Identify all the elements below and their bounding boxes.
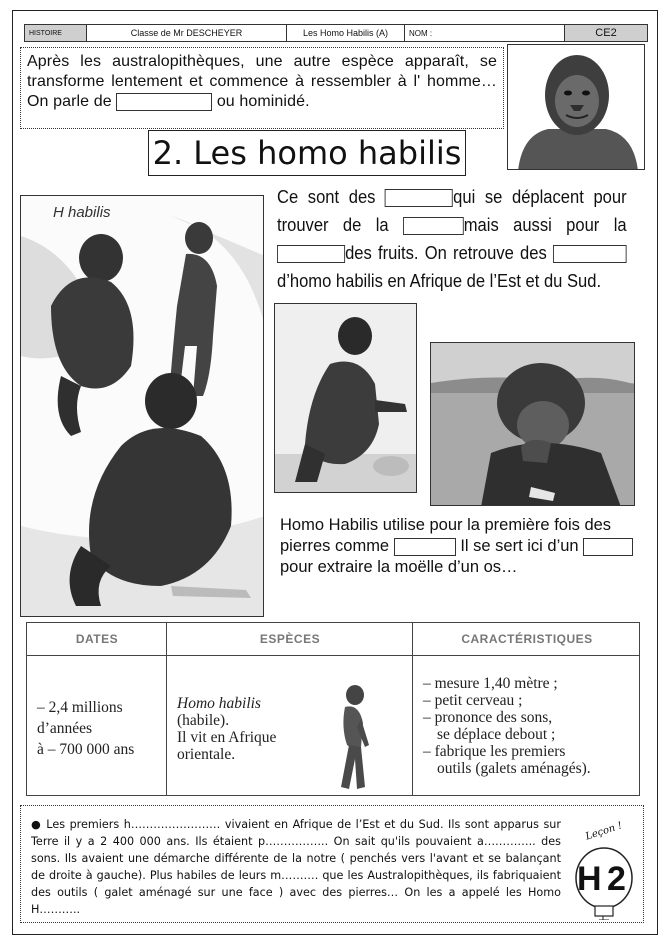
blank-6[interactable] bbox=[583, 538, 633, 556]
paragraph-2 bbox=[280, 515, 645, 578]
summary-body: Les premiers h…………………… vivaient en Afrique de l’Est et du Sud. Ils sont apparus sur Terre il y a 2 400 000 ans. Ils étaient p…………….. On sait qu'ils pouvaient a………….. des sons. Ils avaient une démarche différente de la notre ( penchés vers l'avant et se balançant de droite à gauche). Plus habiles de leurs m………. que les Australopithèques, ils fabriquaient des outils ( galet aménagé sur une face ) avec des pierres… On les a appelé les Homo H……….. bbox=[31, 818, 561, 916]
species-cell bbox=[177, 695, 276, 763]
feature-line: – mesure 1,40 mètre ; bbox=[423, 675, 558, 692]
bullet-icon: ● bbox=[31, 818, 47, 831]
walking-habilis-figure bbox=[327, 683, 377, 795]
subject-cell: HISTOIRE bbox=[25, 25, 87, 41]
table-header-features: CARACTÉRISTIQUES bbox=[461, 632, 593, 646]
features-cell bbox=[423, 675, 591, 777]
para1-text-d: des fruits. On retrouve des bbox=[345, 243, 547, 263]
lesson-summary-text bbox=[31, 816, 561, 918]
lesson-title: 2. Les homo habilis bbox=[148, 130, 466, 176]
blank-2[interactable] bbox=[403, 217, 464, 235]
intro-line1: Après les australopithèques, une autre espèce apparaît, se transforme lentement et commence à ressembler à l' homme… On parle de bbox=[27, 53, 497, 110]
feature-line: – prononce des sons, bbox=[423, 709, 553, 726]
feature-line: – petit cerveau ; bbox=[423, 692, 523, 709]
date-line: – 2,4 millions bbox=[37, 699, 123, 716]
para1-text-a: Ce sont des bbox=[277, 187, 376, 207]
blank-3[interactable] bbox=[277, 245, 345, 263]
species-line: orientale. bbox=[177, 746, 236, 763]
habilis-group-illustration bbox=[20, 195, 264, 617]
para2-text-a: Homo Habilis utilise pour la première fois des pierres comme bbox=[280, 516, 612, 555]
blank-1[interactable] bbox=[385, 189, 453, 207]
habilis-bust-image bbox=[507, 44, 645, 170]
big-picture-label: H habilis bbox=[53, 204, 111, 221]
feature-line: outils (galets aménagés). bbox=[437, 760, 591, 777]
name-field[interactable]: NOM : bbox=[405, 25, 565, 41]
worksheet-header bbox=[24, 24, 648, 42]
feature-line: se déplace debout ; bbox=[437, 726, 556, 743]
para2-text-c: pour extraire la moëlle d’un os… bbox=[280, 558, 518, 576]
level-cell: CE2 bbox=[565, 25, 647, 41]
blank-hominid[interactable] bbox=[116, 93, 212, 111]
lesson-badge bbox=[573, 820, 639, 920]
intro-text bbox=[20, 47, 504, 129]
table-header-divider bbox=[27, 655, 639, 656]
species-line: (habile). bbox=[177, 712, 230, 729]
date-line: à – 700 000 ans bbox=[37, 741, 135, 758]
topic-cell: Les Homo Habilis (A) bbox=[287, 25, 405, 41]
table-header-species: ESPÈCES bbox=[259, 632, 321, 646]
summary-table bbox=[26, 622, 640, 796]
crouching-habilis-photo bbox=[274, 303, 417, 493]
intro-line2: ou hominidé. bbox=[216, 93, 310, 110]
paragraph-1 bbox=[277, 183, 627, 295]
para2-text-b: Il se sert ici d’un bbox=[460, 537, 579, 555]
badge-code: H 2 bbox=[577, 860, 624, 898]
table-header-dates: DATES bbox=[75, 632, 119, 646]
date-line: d’années bbox=[37, 720, 93, 737]
blank-5[interactable] bbox=[394, 538, 456, 556]
para1-text-c: mais aussi pour la bbox=[463, 215, 627, 235]
para1-text-b: qui se déplacent pour trouver de la bbox=[277, 187, 627, 235]
para1-text-e: d’homo habilis en Afrique de l’Est et du Sud. bbox=[277, 271, 602, 291]
species-line: Il vit en Afrique bbox=[177, 729, 277, 746]
lesson-summary-box bbox=[20, 805, 644, 923]
dates-cell bbox=[37, 699, 134, 758]
blank-4[interactable] bbox=[553, 245, 627, 263]
species-name: Homo habilis bbox=[177, 695, 261, 712]
feature-line: – fabrique les premiers bbox=[423, 743, 566, 760]
class-cell: Classe de Mr DESCHEYER bbox=[87, 25, 287, 41]
badge-lecon-text: Leçon ! bbox=[584, 820, 624, 843]
habilis-eating-photo bbox=[430, 342, 635, 506]
